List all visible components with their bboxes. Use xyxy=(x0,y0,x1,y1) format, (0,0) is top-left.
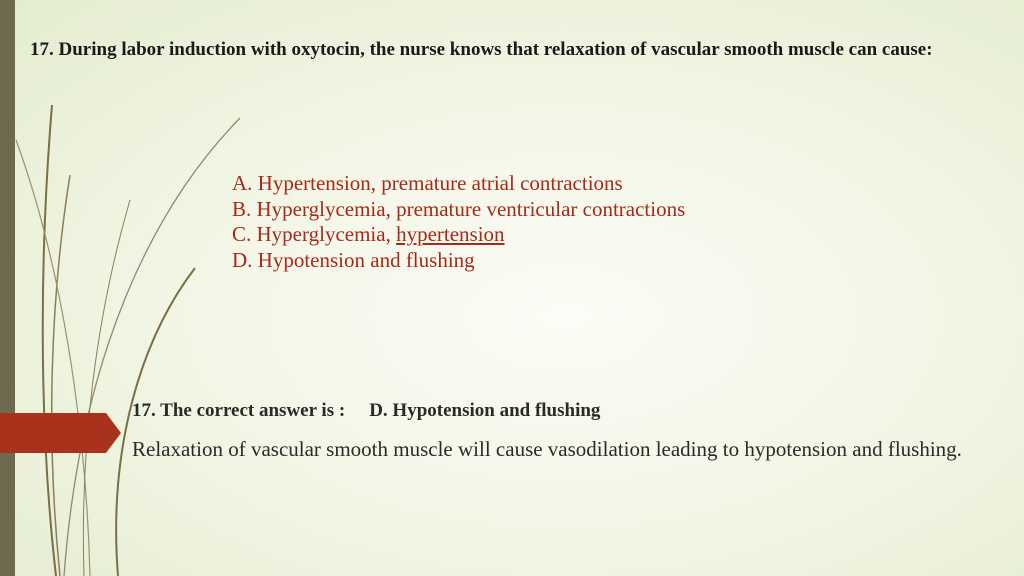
option-a: A. Hypertension, premature atrial contractions xyxy=(232,171,623,195)
question-text: 17. During labor induction with oxytocin, the nurse knows that relaxation of vascular smooth muscle can cause: xyxy=(30,39,933,60)
decorative-curves xyxy=(0,0,300,576)
answer-value: D. Hypotension and flushing xyxy=(369,400,601,421)
option-c xyxy=(232,222,685,248)
answer-line xyxy=(132,400,600,422)
options-list xyxy=(232,171,685,273)
answer-label: 17. The correct answer is : xyxy=(132,400,346,421)
option-b: B. Hyperglycemia, premature ventricular contractions xyxy=(232,196,686,221)
option-d: D. Hypotension and flushing xyxy=(232,247,475,272)
option-c-underlined: hypertension xyxy=(396,222,505,246)
option-c-prefix: C. Hyperglycemia, xyxy=(232,222,397,246)
explanation-text: Relaxation of vascular smooth muscle will cause vasodilation leading to hypotension and flushing. xyxy=(132,437,962,461)
accent-arrow xyxy=(0,413,121,453)
